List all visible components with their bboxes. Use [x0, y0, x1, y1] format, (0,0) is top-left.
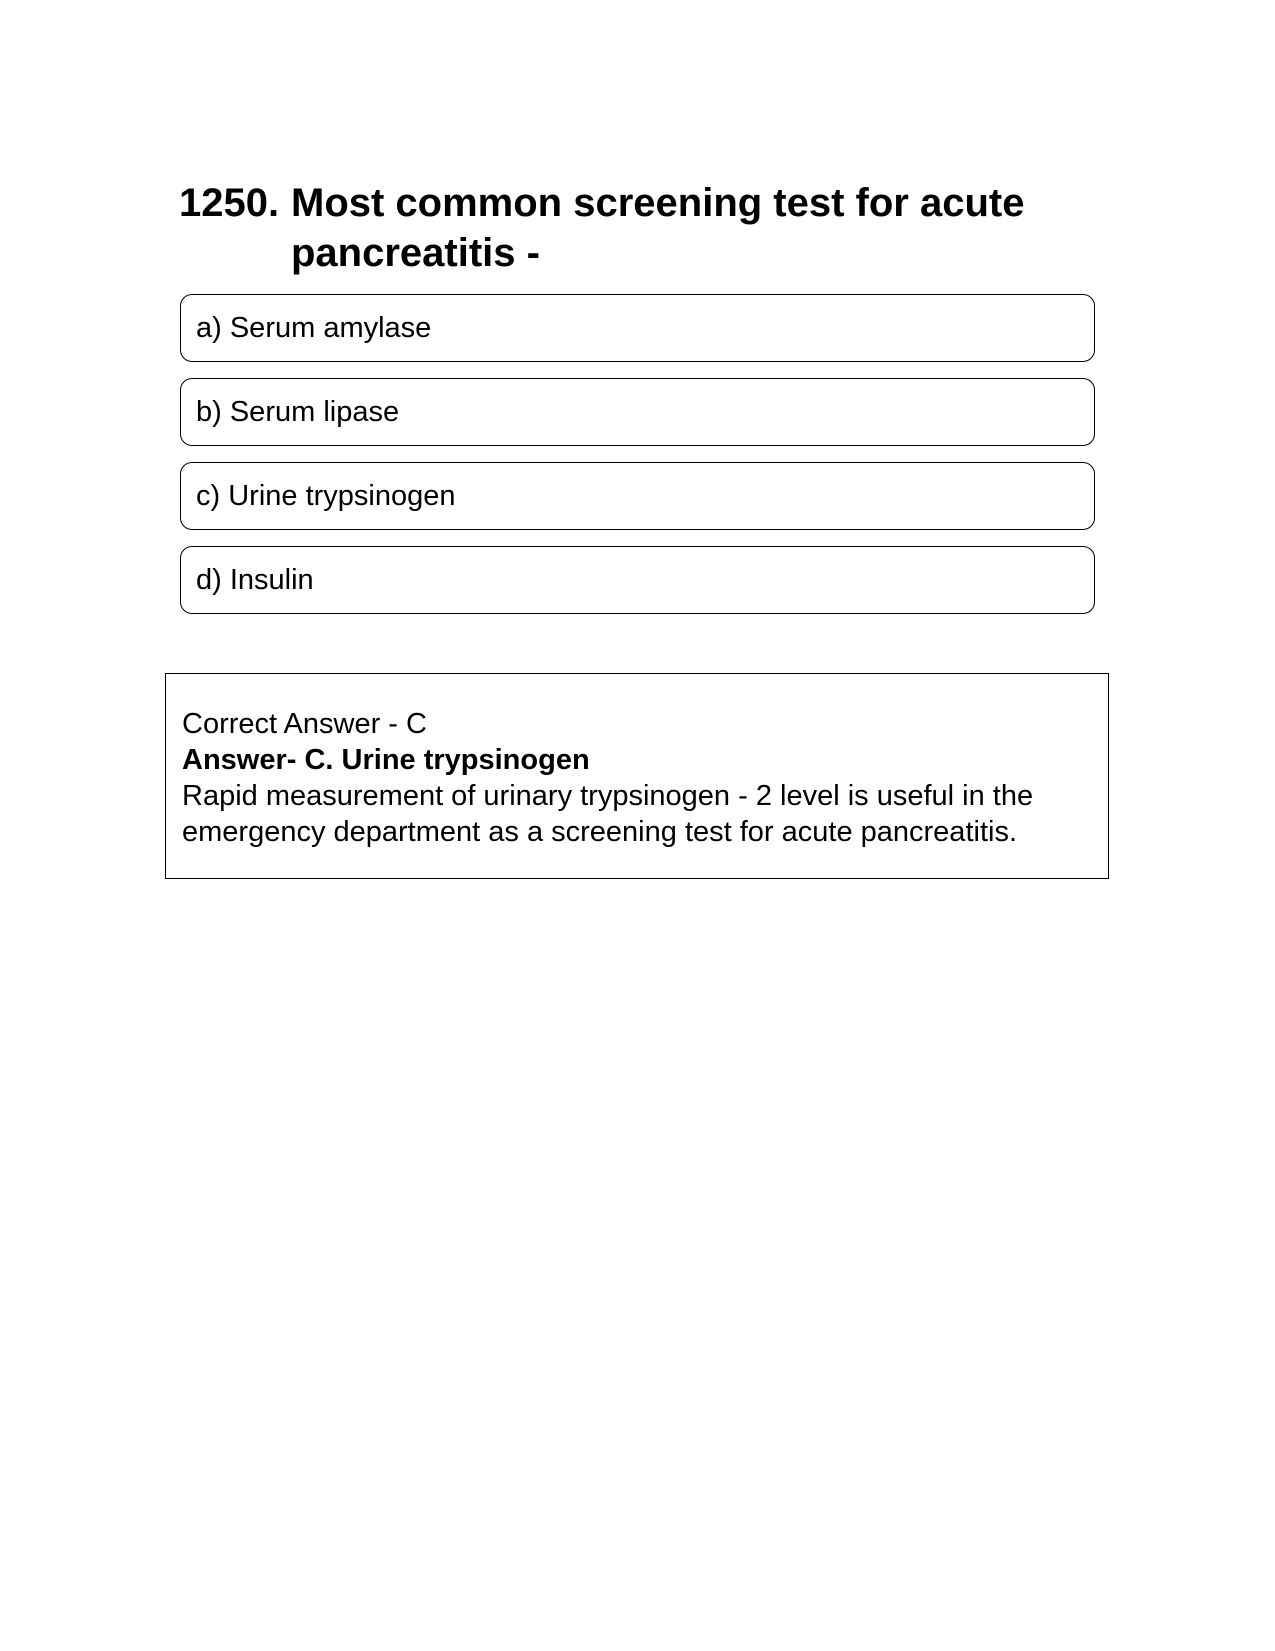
option-d[interactable]: d) Insulin: [180, 546, 1095, 614]
answer-explanation: Rapid measurement of urinary trypsinogen - 2 level is useful in the emergency department as a screening test for acute pancreatitis.: [182, 780, 1034, 848]
answer-heading: Answer- C. Urine trypsinogen: [182, 744, 590, 776]
correct-answer: Correct Answer - C: [182, 708, 427, 740]
answer-box: [165, 673, 1109, 879]
question-number: 1250.: [179, 181, 280, 225]
question-text: Most common screening test for acute pancreatitis -: [291, 181, 1025, 275]
option-a[interactable]: a) Serum amylase: [180, 294, 1095, 362]
option-b[interactable]: b) Serum lipase: [180, 378, 1095, 446]
option-c[interactable]: c) Urine trypsinogen: [180, 462, 1095, 530]
question-heading: [179, 178, 1079, 278]
options-list: [180, 294, 1095, 630]
